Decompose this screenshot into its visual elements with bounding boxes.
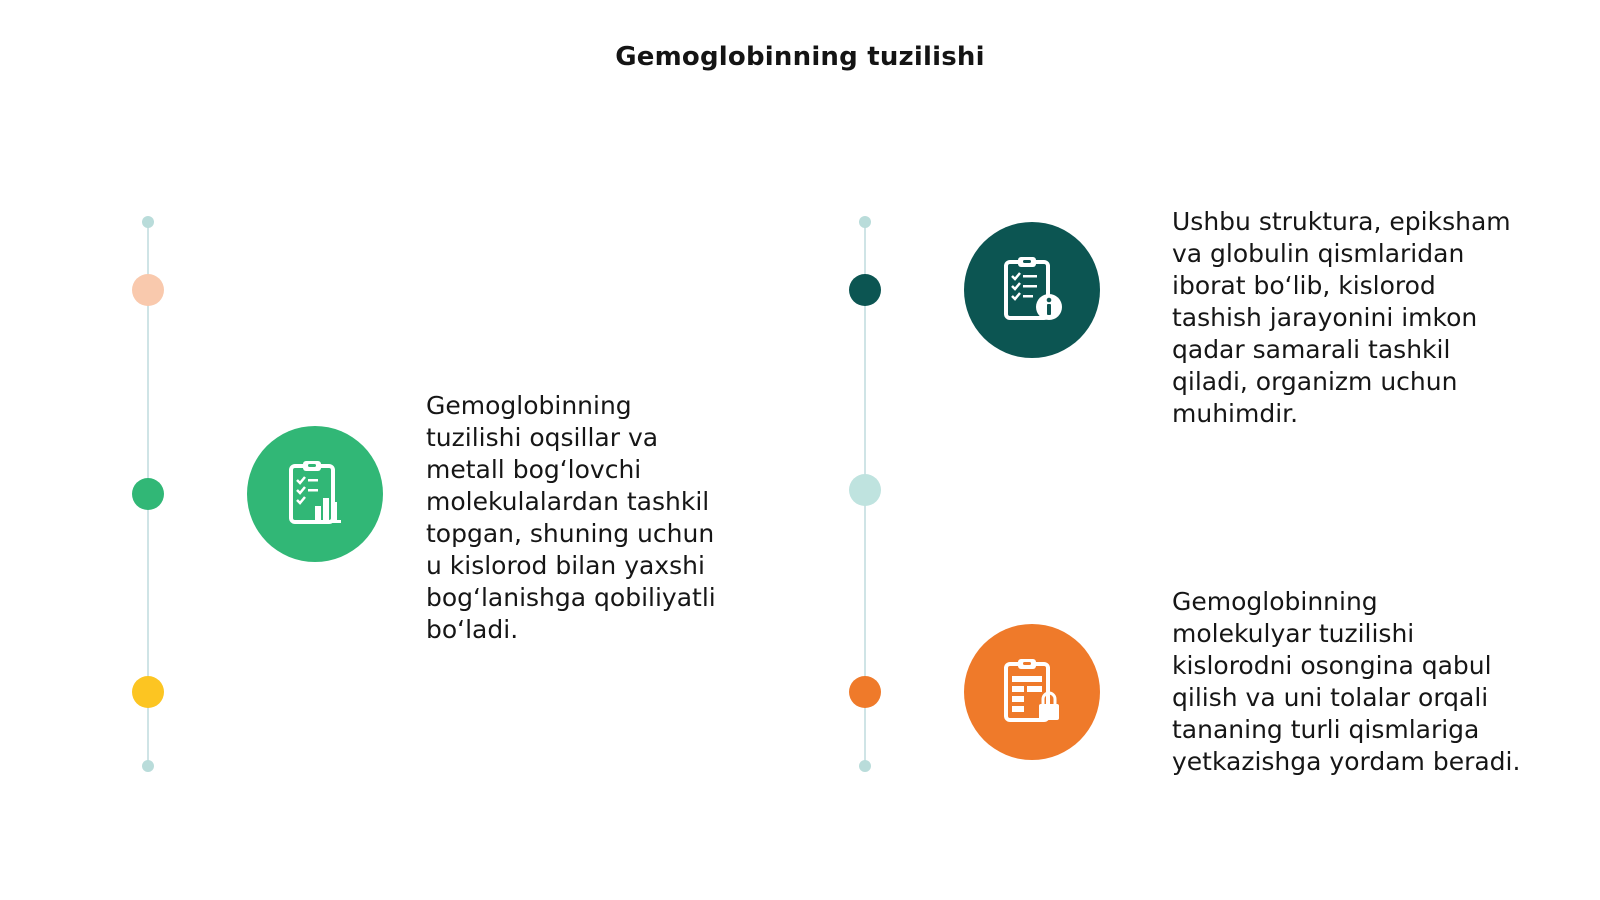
page-title: Gemoglobinning tuzilishi	[615, 42, 985, 72]
green-icon-badge	[247, 426, 383, 562]
left-timeline-dot-yellow	[132, 676, 164, 708]
clipboard-info-icon	[994, 252, 1070, 328]
right-timeline-top-cap	[859, 216, 871, 228]
left-timeline-dot-green	[132, 478, 164, 510]
item-3-text: Gemoglobinning molekulyar tuzilishi kislorodni osongina qabul qilish va uni tolalar orqali tananing turli qismlariga yetkazishga yordam beradi.	[1172, 587, 1521, 776]
dark-teal-icon-badge	[964, 222, 1100, 358]
orange-icon-badge	[964, 624, 1100, 760]
left-timeline-dot-peach	[132, 274, 164, 306]
right-timeline-bottom-cap	[859, 760, 871, 772]
right-timeline-dot-dark-teal	[849, 274, 881, 306]
left-timeline-top-cap	[142, 216, 154, 228]
left-timeline-bottom-cap	[142, 760, 154, 772]
clipboard-chart-icon	[277, 456, 353, 532]
clipboard-lock-icon	[994, 654, 1070, 730]
item-1-text: Gemoglobinning tuzilishi oqsillar va metall bog‘lovchi molekulalardan tashkil topgan, shuning uchun u kislorod bilan yaxshi bog‘lanishga qobiliyatli bo‘ladi.	[426, 391, 716, 644]
item-2-text: Ushbu struktura, epiksham va globulin qismlaridan iborat bo‘lib, kislorod tashish jarayonini imkon qadar samarali tashkil qiladi, organizm uchun muhimdir.	[1172, 207, 1511, 428]
right-timeline-dot-orange	[849, 676, 881, 708]
right-timeline-dot-pale-teal	[849, 474, 881, 506]
